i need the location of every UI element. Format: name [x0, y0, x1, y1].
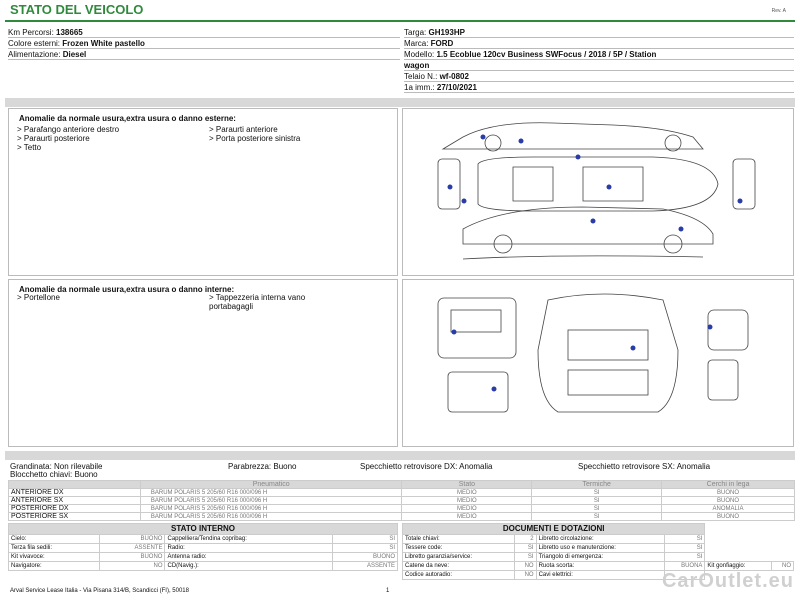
documenti-label: Catene da neve: — [403, 562, 515, 571]
tyre-row — [9, 489, 795, 497]
stato-interno-label: Cielo: — [9, 535, 100, 544]
stato-interno-row — [9, 544, 398, 553]
tyre-stato: MEDIO — [402, 505, 532, 513]
tyre-header — [9, 481, 141, 489]
external-diagram-panel — [402, 108, 794, 276]
vehicle-field-value: Frozen White pastello — [62, 39, 145, 48]
external-damage-list-2 — [209, 125, 300, 143]
documenti-label: Codice autoradio: — [403, 571, 515, 580]
stato-interno-table — [8, 523, 398, 571]
documenti-value: SI — [514, 553, 536, 562]
vehicle-field-label: Telaio N.: — [404, 72, 440, 81]
stato-interno-value: NO — [100, 562, 165, 571]
vehicle-info-left — [8, 27, 400, 60]
stato-interno-value: BUONO — [332, 553, 397, 562]
stato-interno-title: STATO INTERNO — [9, 524, 398, 535]
vehicle-field-row — [8, 38, 400, 49]
tyre-table — [8, 480, 795, 521]
tyre-row — [9, 513, 795, 521]
tyre-stato: MEDIO — [402, 497, 532, 505]
internal-damage-item: > Portellone — [17, 293, 60, 302]
vehicle-field-value: wagon — [404, 61, 430, 70]
documenti-value: SI — [514, 544, 536, 553]
documenti-label: Totale chiavi: — [403, 535, 515, 544]
vehicle-field-value: wf-0802 — [439, 72, 469, 81]
tyre-header: Pneumatico — [140, 481, 402, 489]
damage-marker — [607, 185, 612, 190]
vehicle-field-label: Colore esterni: — [8, 39, 63, 48]
documenti-value: NO — [514, 571, 536, 580]
tyre-position: ANTERIORE DX — [9, 489, 141, 497]
vehicle-field-row — [404, 71, 794, 82]
external-damage-panel — [8, 108, 398, 276]
vehicle-field-label: Targa: — [404, 28, 429, 37]
stato-interno-row — [9, 553, 398, 562]
tyre-header: Termiche — [532, 481, 662, 489]
damage-marker — [591, 219, 596, 224]
documenti-label: Cavi elettrici: — [536, 571, 664, 580]
title-divider — [5, 20, 795, 22]
vehicle-field-row — [404, 60, 794, 71]
external-damage-item: > Porta posteriore sinistra — [209, 134, 301, 143]
vehicle-field-value: 1.5 Ecoblue 120cv Business SWFocus / 2018 / 5P / Station — [436, 50, 657, 59]
mirror-dx-status: Specchietto retrovisore DX: Anomalia — [360, 462, 493, 471]
section-band — [5, 98, 795, 107]
external-damage-item: > Parafango anteriore destro — [17, 125, 120, 134]
vehicle-field-value: Diesel — [62, 50, 87, 59]
stato-interno-row — [9, 562, 398, 571]
car-interior-diagram — [403, 280, 793, 446]
vehicle-field-value: 138665 — [56, 28, 83, 37]
tyre-position: POSTERIORE SX — [9, 513, 141, 521]
tyre-termiche: SI — [532, 489, 662, 497]
stato-interno-value: SI — [332, 544, 397, 553]
damage-marker — [738, 199, 743, 204]
vehicle-field-label: Modello: — [404, 50, 437, 59]
tyre-position: POSTERIORE DX — [9, 505, 141, 513]
vehicle-field-row — [404, 38, 794, 49]
damage-marker — [452, 330, 457, 335]
vehicle-field-label: Marca: — [404, 39, 431, 48]
tyre-position: ANTERIORE SX — [9, 497, 141, 505]
vehicle-field-label: Alimentazione: — [8, 50, 63, 59]
stato-interno-label: Kit vivavoce: — [9, 553, 100, 562]
documenti-label: Triangolo di emergenza: — [536, 553, 664, 562]
external-damage-title: Anomalie da normale usura,extra usura o danno esterne: — [19, 114, 236, 123]
vehicle-field-row — [8, 27, 400, 38]
internal-diagram-panel — [402, 279, 794, 447]
documenti-title: DOCUMENTI E DOTAZIONI — [403, 524, 705, 535]
tyre-stato: MEDIO — [402, 513, 532, 521]
stato-interno-value: ASSENTE — [100, 544, 165, 553]
stato-interno-label: Cappelliera/Tendina copribag: — [165, 535, 332, 544]
parabrezza-status: Parabrezza: Buono — [228, 462, 297, 471]
external-damage-item: > Tetto — [17, 143, 42, 152]
damage-marker — [708, 325, 713, 330]
tyre-cerchi: ANOMALIA — [662, 505, 795, 513]
documenti-value: SI — [664, 544, 705, 553]
documenti-row — [403, 544, 794, 553]
section-band — [5, 451, 795, 460]
revision-label: Rev. A — [771, 8, 786, 14]
tyre-termiche: SI — [532, 513, 662, 521]
stato-interno-value: BUONO — [100, 535, 165, 544]
stato-interno-value: ASSENTE — [332, 562, 397, 571]
tyre-name: BARUM POLARIS 5 205/60 R16 000/096 H — [140, 505, 402, 513]
car-exterior-diagram — [403, 109, 793, 275]
external-damage-list-1 — [17, 125, 119, 152]
vehicle-field-value: GH193HP — [428, 28, 465, 37]
documenti-value: NO — [514, 562, 536, 571]
stato-interno-value: SI — [332, 535, 397, 544]
vehicle-field-label: 1a imm.: — [404, 83, 437, 92]
tyre-row — [9, 505, 795, 513]
stato-interno-label: Terza fila sedili: — [9, 544, 100, 553]
stato-interno-row — [9, 535, 398, 544]
vehicle-field-label: Km Percorsi: — [8, 28, 57, 37]
stato-interno-value: BUONO — [100, 553, 165, 562]
tyre-termiche: SI — [532, 497, 662, 505]
footer-address: Arval Service Lease Italia - Via Pisana 314/B, Scandicci (FI), 50018 — [10, 588, 189, 594]
vehicle-field-value: 27/10/2021 — [436, 83, 477, 92]
documenti-value: SI — [664, 535, 705, 544]
internal-damage-item: > Tappezzeria interna vano — [209, 293, 306, 302]
damage-marker — [519, 139, 524, 144]
external-damage-item: > Paraurti posteriore — [17, 134, 90, 143]
tyre-name: BARUM POLARIS 5 205/60 R16 000/096 H — [140, 489, 402, 497]
tyre-name: BARUM POLARIS 5 205/60 R16 000/096 H — [140, 513, 402, 521]
mirror-sx-status: Specchietto retrovisore SX: Anomalia — [578, 462, 711, 471]
internal-damage-list-1 — [17, 293, 60, 302]
damage-marker — [631, 346, 636, 351]
damage-marker — [462, 199, 467, 204]
tyre-name: BARUM POLARIS 5 205/60 R16 000/096 H — [140, 497, 402, 505]
tyre-cerchi: BUONO — [662, 489, 795, 497]
page-number: 1 — [386, 588, 390, 594]
damage-marker — [679, 227, 684, 232]
tyre-row — [9, 497, 795, 505]
vehicle-field-row — [404, 27, 794, 38]
vehicle-field-row — [8, 49, 400, 60]
vehicle-info-right — [404, 27, 794, 93]
blocchetto-status: Blocchetto chiavi: Buono — [10, 470, 98, 479]
internal-damage-item: portabagagli — [209, 302, 254, 311]
documenti-row — [403, 535, 794, 544]
vehicle-field-row — [404, 49, 794, 60]
tyre-header: Cerchi in lega — [662, 481, 795, 489]
tyre-termiche: SI — [532, 505, 662, 513]
tyre-cerchi: BUONO — [662, 513, 795, 521]
grandinata-status: Grandinata: Non rilevabile — [10, 462, 103, 471]
tyre-stato: MEDIO — [402, 489, 532, 497]
vehicle-field-value: FORD — [430, 39, 454, 48]
documenti-label: Tessere code: — [403, 544, 515, 553]
damage-marker — [492, 387, 497, 392]
internal-damage-list-2 — [209, 293, 305, 311]
external-damage-item: > Paraurti anteriore — [209, 125, 278, 134]
internal-damage-panel — [8, 279, 398, 447]
stato-interno-label: Radio: — [165, 544, 332, 553]
documenti-value: SI — [664, 553, 705, 562]
documenti-label: Libretto circolazione: — [536, 535, 664, 544]
tyre-header: Stato — [402, 481, 532, 489]
internal-damage-title: Anomalie da normale usura,extra usura o danno interne: — [19, 285, 235, 294]
tyre-cerchi: BUONO — [662, 497, 795, 505]
stato-interno-label: Antenna radio: — [165, 553, 332, 562]
stato-interno-label: Navigatore: — [9, 562, 100, 571]
stato-interno-label: CD(Navig.): — [165, 562, 332, 571]
watermark-logo: CarOutlet.eu — [661, 570, 794, 592]
page-title: STATO DEL VEICOLO — [10, 2, 144, 17]
documenti-value: BUONA — [664, 562, 705, 571]
documenti-value: 2 — [514, 535, 536, 544]
documenti-label: Libretto garanzia/service: — [403, 553, 515, 562]
documenti-value: NO — [772, 562, 794, 571]
documenti-label: Ruota scorta: — [536, 562, 664, 571]
documenti-label: Kit gonfiaggio: — [705, 562, 772, 571]
documenti-row — [403, 553, 794, 562]
damage-marker — [481, 135, 486, 140]
damage-marker — [576, 155, 581, 160]
documenti-label: Libretto uso e manutenzione: — [536, 544, 664, 553]
damage-marker — [448, 185, 453, 190]
vehicle-field-row — [404, 82, 794, 93]
